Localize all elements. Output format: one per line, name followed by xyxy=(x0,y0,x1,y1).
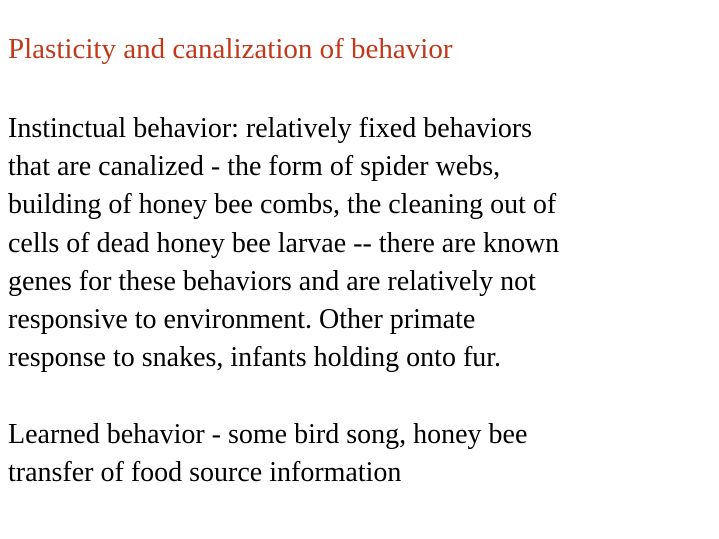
slide-title: Plasticity and canalization of behavior xyxy=(8,33,453,65)
text-line: Instinctual behavior: relatively fixed behaviors xyxy=(8,113,533,144)
text-line: that are canalized - the form of spider webs, xyxy=(8,151,501,183)
text-line: transfer of food source information xyxy=(8,457,402,489)
text-line: genes for these behaviors and are relatively not xyxy=(8,265,536,297)
text-line: Learned behavior - some bird song, honey bee xyxy=(8,419,528,450)
text-line: building of honey bee combs, the cleaning out of xyxy=(8,189,557,221)
paragraph-instinctual-behavior xyxy=(8,110,559,377)
text-line: responsive to environment. Other primate xyxy=(8,303,476,335)
text-line: response to snakes, infants holding onto fur. xyxy=(8,342,502,374)
text-line: cells of dead honey bee larvae -- there are known xyxy=(8,227,560,259)
paragraph-learned-behavior xyxy=(8,416,527,492)
